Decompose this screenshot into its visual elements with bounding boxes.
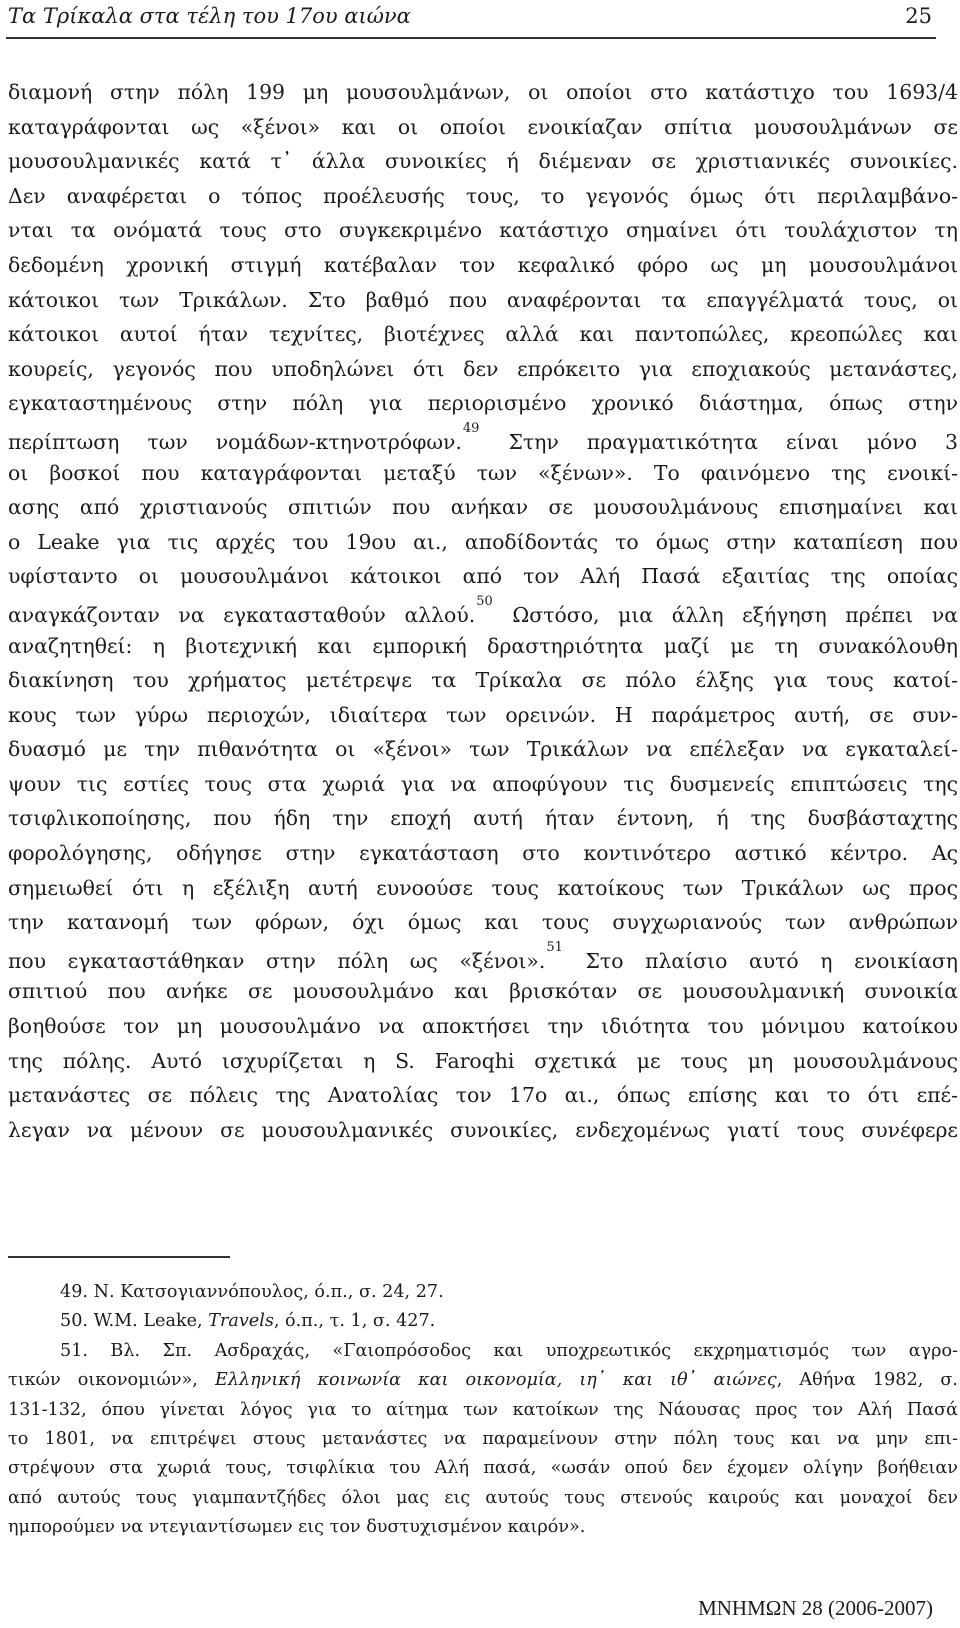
- footnote-50-text: , ό.π., τ. 1, σ. 427.: [273, 1311, 436, 1332]
- body-line: κους των γύρω περιοχών, ιδιαίτερα των ορεινών. Η παράμετρος αυτή, σε συν-: [8, 702, 958, 727]
- footnote-51-line: 51. Βλ. Σπ. Ασδραχάς, «Γαιοπρόσοδος και υποχρεωτικός εκχρηματισμός των αγρο-: [60, 1340, 958, 1361]
- body-line: δυασμό με την πιθανότητα οι «ξένοι» των Τρικάλων να επέλεξαν να εγκαταλεί-: [8, 737, 958, 762]
- body-line: δεδομένη χρονική στιγμή κατέβαλαν τον κεφαλικό φόρο ως μη μουσουλμάνοι: [8, 252, 958, 277]
- body-line: νται τα ονόματά τους στο συγκεκριμένο κατάστιχο σημαίνει ότι τουλάχιστον τη: [8, 218, 958, 243]
- page-number: 25: [905, 4, 932, 28]
- body-line: υφίσταντο οι μουσουλμάνοι κάτοικοι από τον Αλή Πασά εξαιτίας της οποίας: [8, 564, 958, 589]
- body-line: διακίνηση του χρήματος μετέτρεψε τα Τρίκαλα σε πόλο έλξης για τους κατοί-: [8, 668, 958, 693]
- body-line: εγκαταστημένους στην πόλη για περιορισμένο χρονικό διάστημα, όπως στην: [8, 391, 958, 416]
- running-title: Τα Τρίκαλα στα τέλη του 17ου αιώνα: [8, 4, 411, 28]
- header-rule: [6, 37, 936, 39]
- body-line: οι βοσκοί που καταγράφονται μεταξύ των «ξένων». Το φαινόμενο της ενοικί-: [8, 460, 958, 485]
- body-line: διαμονή στην πόλη 199 μη μουσουλμάνων, οι οποίοι στο κατάστιχο του 1693/4: [8, 80, 958, 104]
- body-line-text: Στην πραγματικότητα είναι μόνο 3: [508, 429, 959, 454]
- body-text: [8, 75, 958, 1147]
- body-line: ο Leake για τις αρχές του 19ου αι., αποδίδοντάς το όμως στην καταπίεση που: [8, 529, 958, 554]
- footnote-ref-49[interactable]: 49: [462, 420, 480, 436]
- body-line: βοηθούσε τον μη μουσουλμάνο να αποκτήσει την ιδιότητα του μόνιμου κατοίκου: [8, 1014, 958, 1039]
- body-line: αναζητηθεί: η βιοτεχνική και εμπορική δραστηριότητα μαζί με τη συνακόλουθη: [8, 633, 958, 658]
- body-line: καταγράφονται ως «ξένοι» και οι οποίοι ενοικίαζαν σπίτια μουσουλμάνων σε: [8, 114, 958, 139]
- body-line-text: περίπτωση των νομάδων-κτηνοτρόφων.: [8, 429, 462, 454]
- footnote-51-line: ημπορούμεν να ντεγιαντίσωμεν εις τον δυστυχισμένον καιρόν».: [8, 1517, 586, 1538]
- body-line: σημειωθεί ότι η εξέλιξη αυτή ευνοούσε τους κατοίκους των Τρικάλων ως προς: [8, 875, 958, 900]
- body-line-text: αναγκάζονταν να εγκατασταθούν αλλού.: [8, 602, 476, 627]
- body-line-text: που εγκαταστάθηκαν στην πόλη ως «ξένοι».: [8, 948, 546, 973]
- footnote-51-text: , Αθήνα 1982, σ.: [776, 1370, 959, 1391]
- body-line-text: Ωστόσο, μια άλλη εξήγηση πρέπει να: [512, 602, 959, 627]
- footnote-50-title: Travels: [208, 1311, 274, 1332]
- body-line: μετανάστες σε πόλεις της Ανατολίας τον 17ο αι., όπως επίσης και το ότι επέ-: [8, 1083, 958, 1108]
- body-line: κάτοικοι αυτοί ήταν τεχνίτες, βιοτέχνες αλλά και παντοπώλες, κρεοπώλες και: [8, 322, 958, 347]
- footnote-51-line: το 1801, να επιτρέψει στους μετανάστες να παραμείνουν στην πόλη τους και να μην επι-: [8, 1428, 958, 1449]
- footnote-ref-51[interactable]: 51: [546, 939, 563, 955]
- footnote-51-line: στρέψουν στα χωριά τους, τσιφλίκια του Αλή πασά, «ωσάν οπού δεν έχομεν ολίγην βοήθειαν: [8, 1458, 958, 1479]
- body-line: λεγαν να μένουν σε μουσουλμανικές συνοικίες, ενδεχομένως γιατί τους συνέφερε: [8, 1117, 958, 1142]
- body-line-with-footnote-51: [8, 940, 958, 975]
- footnote-rule: [8, 1256, 230, 1258]
- body-line: κουρείς, γεγονός που υποδηλώνει ότι δεν επρόκειτο για εποχιακούς μετανάστες,: [8, 356, 958, 381]
- running-header: [8, 4, 932, 36]
- footnote-49: 49. Ν. Κατσογιαννόπουλος, ό.π., σ. 24, 27.: [60, 1282, 444, 1302]
- footnote-51-title: Ελληνική κοινωνία και οικονομία, ιη᾽ και ιθ᾽ αιώνες: [215, 1370, 777, 1391]
- body-line: ασης από χριστιανούς σπιτιών που ανήκαν σε μουσουλμάνους επισημαίνει και: [8, 495, 958, 520]
- body-line: τσιφλικοποίησης, που ήδη την εποχή αυτή ήταν έντονη, ή της δυσβάσταχτης: [8, 806, 958, 831]
- body-line: Δεν αναφέρεται ο τόπος προέλευσής τους, το γεγονός όμως ότι περιλαμβάνο-: [8, 183, 958, 208]
- body-line-text: Στο πλαίσιο αυτό η ενοικίαση: [585, 948, 958, 973]
- footnote-ref-50[interactable]: 50: [476, 593, 493, 609]
- body-line: της πόλης. Αυτό ισχυρίζεται η S. Faroqhi σχετικά με τους μη μουσουλμάνους: [8, 1048, 958, 1073]
- footnote-51-line: 131-132, όπου γίνεται λόγος για το αίτημα των κατοίκων της Νάουσας προς τον Αλή Πασά: [8, 1399, 958, 1420]
- journal-footer: ΜΝΗΜΩΝ 28 (2006-2007): [698, 1596, 933, 1620]
- footnote-51-line: [8, 1366, 958, 1395]
- footnote-51-line: από αυτούς τους γιαμπαντζήδες όλοι μας εις αυτούς τους στενούς καιρούς και μοναχοί δεν: [8, 1487, 958, 1508]
- body-line: μουσουλμανικές κατά τ᾽ άλλα συνοικίες ή διέμεναν σε χριστιανικές συνοικίες.: [8, 149, 958, 174]
- footnotes: [8, 1278, 958, 1543]
- body-line: την κατανομή των φόρων, όχι όμως και τους συγχωριανούς των ανθρώπων: [8, 910, 958, 935]
- body-line: σπιτιού που ανήκε σε μουσουλμάνο και βρισκόταν σε μουσουλμανική συνοικία: [8, 979, 958, 1004]
- footnote-50: [8, 1307, 958, 1336]
- footnote-51-text: τικών οικονομιών»,: [8, 1370, 215, 1391]
- footnote-50-text: 50. W.M. Leake,: [60, 1311, 209, 1332]
- body-line: ψουν τις εστίες τους στα χωριά για να αποφύγουν τις δυσμενείς επιπτώσεις της: [8, 771, 958, 796]
- body-line: κάτοικοι των Τρικάλων. Στο βαθμό που αναφέρονται τα επαγγέλματά τους, οι: [8, 287, 958, 312]
- body-line: φορολόγησης, οδήγησε στην εγκατάσταση στο κοντινότερο αστικό κέντρο. Ας: [8, 841, 958, 866]
- body-line-with-footnote-49: [8, 421, 958, 456]
- body-line-with-footnote-50: [8, 594, 958, 629]
